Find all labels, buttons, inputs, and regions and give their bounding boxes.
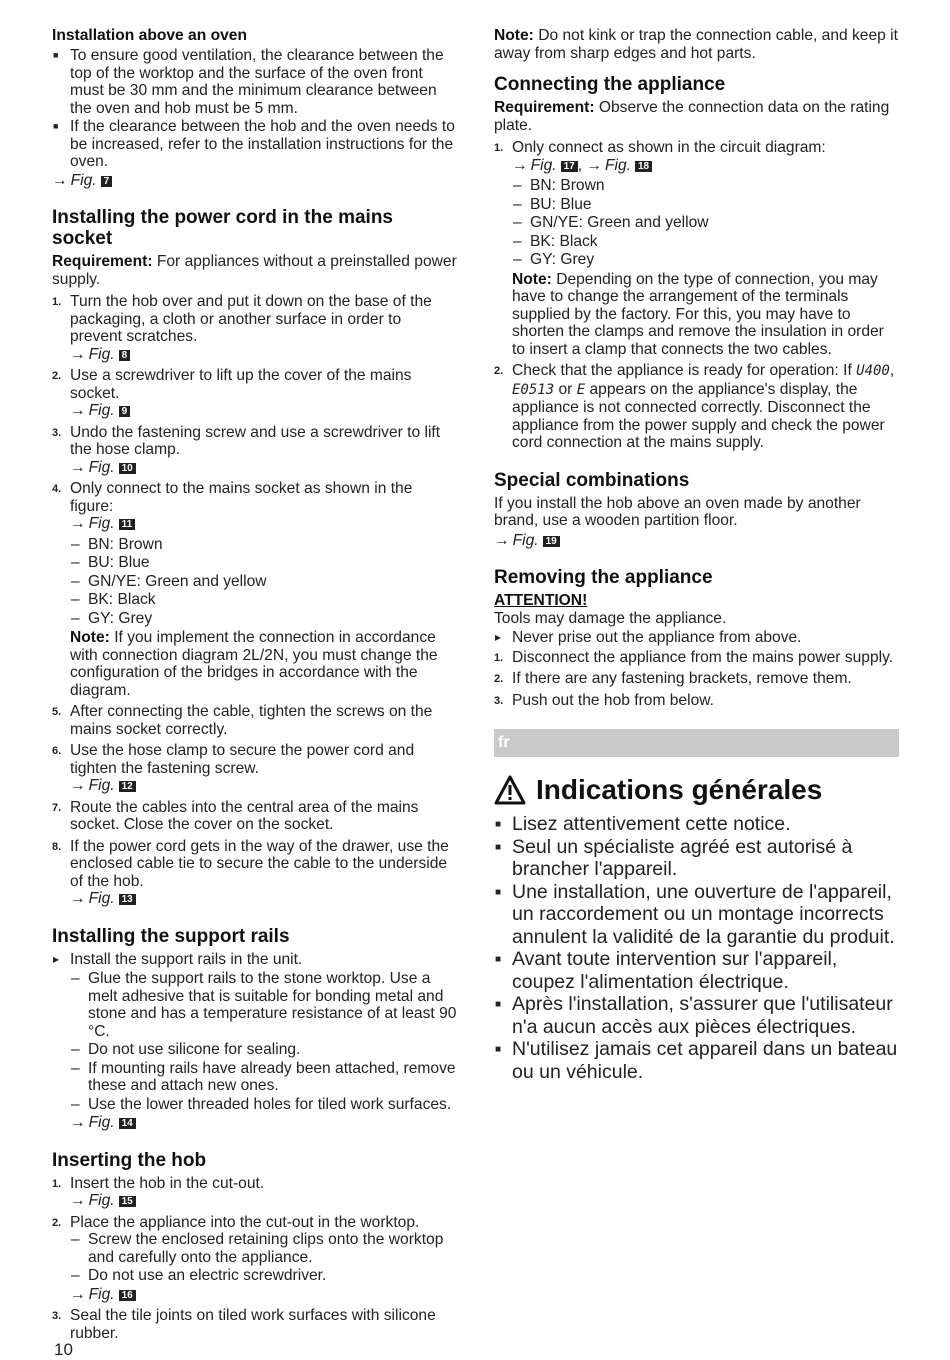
section-title-oven: Installation above an oven <box>52 27 247 44</box>
step-1: 1. Turn the hob over and put it down on the base of the packaging, a cloth or another surface in order to prevent scratches. → Fig. 8 <box>52 293 457 363</box>
fr-bullet: ■ Après l'installation, s'assurer que l'utilisateur n'a aucun accès aux pièces électriques. <box>494 993 899 1038</box>
step-2: 2. Place the appliance into the cut-out in the worktop. – Screw the enclosed retaining clips onto the worktop and carefully onto the appliance. – Do not use an electric screwdriver. → Fig. 16 <box>52 1214 457 1304</box>
section-title-special: Special combinations <box>494 469 690 491</box>
fig-ref: → Fig. 15 <box>70 1192 457 1210</box>
step-7: 7. Route the cables into the central area of the mains socket. Close the cover on the socket. <box>52 798 419 833</box>
requirement: Requirement: For appliances without a preinstalled power supply. <box>52 253 457 288</box>
attention-text: Tools may damage the appliance. <box>494 609 727 627</box>
section-title-removing: Removing the appliance <box>494 567 713 588</box>
note: Note: If you implement the connection in accordance with connection diagram 2L/2N, you must change the configuration of the bridges in accordance with the diagram. <box>70 629 438 699</box>
section-title-power-cord: Installing the power cord in the mains socket <box>52 207 393 249</box>
fig-ref: → Fig. 14 <box>70 1114 457 1132</box>
wire-item: – BK: Black <box>512 233 899 251</box>
action-item: ▸ Install the support rails in the unit. <box>52 951 457 969</box>
wire-item: – GY: Grey <box>70 610 457 628</box>
bullet-oven-2: ■ If the clearance between the hob and the oven needs to be increased, refer to the installation instructions for the oven. <box>52 118 457 171</box>
fr-bullet: ■ Seul un spécialiste agréé est autorisé à brancher l'appareil. <box>494 836 899 881</box>
action-item: ▸ Never prise out the appliance from above. <box>494 629 899 647</box>
wire-item: – GN/YE: Green and yellow <box>70 573 457 591</box>
note: Note: Depending on the type of connection, you may have to change the arrangement of the terminals supplied by the factory. For this, you may have to shorten the clamps and remove the insulation in order to insert a clamp that connects the two cables. <box>512 270 884 358</box>
warning-icon <box>494 775 526 805</box>
step-3: 3. Seal the tile joints on tiled work surfaces with silicone rubber. <box>52 1307 436 1342</box>
fr-bullet: ■ Avant toute intervention sur l'appareil, coupez l'alimentation électrique. <box>494 948 899 993</box>
step-1: 1. Insert the hob in the cut-out. → Fig. 15 <box>52 1175 457 1210</box>
fr-bullet: ■ N'utilisez jamais cet appareil dans un bateau ou un véhicule. <box>494 1038 899 1083</box>
dash-item: – Do not use an electric screwdriver. <box>70 1267 457 1285</box>
page-number: 10 <box>54 1340 73 1359</box>
wire-item: – BK: Black <box>70 591 457 609</box>
wire-item: – BU: Blue <box>512 196 899 214</box>
requirement: Requirement: Observe the connection data on the rating plate. <box>494 99 890 134</box>
right-column <box>494 27 899 1083</box>
step-2: 2. If there are any fastening brackets, remove them. <box>494 670 852 687</box>
left-column <box>52 27 457 1346</box>
dash-item: – Use the lower threaded holes for tiled work surfaces. <box>70 1096 457 1114</box>
fig-ref: → Fig. 17 , → Fig. 18 <box>512 157 899 175</box>
bullet-oven-1: ■ To ensure good ventilation, the clearance between the top of the worktop and the surface of the oven front must be 30 mm and the minimum clearance between the oven and hob must be 5 mm. <box>52 47 457 117</box>
fr-title-text: Indications générales <box>536 774 823 805</box>
dash-item: – Glue the support rails to the stone worktop. Use a melt adhesive that is suitable for bonding metal and stone and has a temperature resistance of at least 90 °C. <box>70 970 457 1040</box>
cable-note: Note: Do not kink or trap the connection cable, and keep it away from sharp edges and hot parts. <box>494 27 898 62</box>
fig-ref: → Fig. 13 <box>70 890 457 908</box>
fig-ref: → Fig. 8 <box>70 346 457 364</box>
step-1: 1. Only connect as shown in the circuit diagram: → Fig. 17 , → Fig. 18 – BN: Brown – BU: Blue – GN/YE: Green and yellow – BK: Black – GY: Grey Note: Depending on the type of connection, you may have to change the arrangement of the terminals supplied by the factory. For this, you may have to shorten the clamps and remove the insulation in order to insert a clamp that connects the two cables. <box>494 139 899 358</box>
display-code: E0513 <box>512 381 555 398</box>
fig-ref: → Fig. 10 <box>70 459 457 477</box>
wire-item: – BU: Blue <box>70 554 457 572</box>
wire-item: – GY: Grey <box>512 251 899 269</box>
dash-item: – Screw the enclosed retaining clips onto the worktop and carefully onto the appliance. <box>70 1231 457 1266</box>
step-8: 8. If the power cord gets in the way of the drawer, use the enclosed cable tie to secure the cable to the underside of the hob. → Fig. 13 <box>52 838 457 908</box>
section-title-connecting: Connecting the appliance <box>494 74 726 95</box>
step-4: 4. Only connect to the mains socket as shown in the figure: → Fig. 11 – BN: Brown – BU: Blue – GN/YE: Green and yellow – BK: Black – GY: Grey Note: If you implement the connection in accordance with connection diagram 2L/2N, you must change the configuration of the bridges in accordance with the diagram. <box>52 480 457 699</box>
section-title-hob: Inserting the hob <box>52 1149 207 1171</box>
fr-bullet: ■ Lisez attentivement cette notice. <box>494 813 899 836</box>
step-6: 6. Use the hose clamp to secure the power cord and tighten the fastening screw. → Fig. 12 <box>52 742 457 795</box>
step-3: 3. Push out the hob from below. <box>494 691 714 709</box>
wire-item: – GN/YE: Green and yellow <box>512 214 899 232</box>
fr-bullet: ■ Une installation, une ouverture de l'appareil, un raccordement ou un montage incorrects annulent la validité de la garantie du produit. <box>494 881 899 949</box>
display-code: E <box>576 381 586 398</box>
step-2: 2. Use a screwdriver to lift up the cover of the mains socket. → Fig. 9 <box>52 367 457 420</box>
language-bar: fr <box>494 729 899 757</box>
fig-ref: → Fig. 11 <box>70 515 457 533</box>
fr-title <box>494 773 899 807</box>
fig-ref: → Fig. 19 <box>494 532 899 550</box>
fig-ref: → Fig. 12 <box>70 777 457 795</box>
fig-ref: → Fig. 7 <box>52 172 457 190</box>
dash-item: – Do not use silicone for sealing. <box>70 1041 457 1059</box>
fig-ref: → Fig. 9 <box>70 402 457 420</box>
step-1: 1. Disconnect the appliance from the mains power supply. <box>494 648 894 666</box>
step-3: 3. Undo the fastening screw and use a screwdriver to lift the hose clamp. → Fig. 10 <box>52 424 457 477</box>
step-5: 5. After connecting the cable, tighten the screws on the mains socket correctly. <box>52 703 433 738</box>
fig-ref: → Fig. 16 <box>70 1286 457 1304</box>
wire-item: – BN: Brown <box>70 536 457 554</box>
display-code: U400 <box>856 363 890 379</box>
attention-label: ATTENTION! <box>494 592 588 609</box>
step-2: 2. Check that the appliance is ready for operation: If U400, E0513 or E appears on the appliance's display, the appliance is not connected correctly. Disconnect the appliance from the power supply and check the power cord connection at the mains supply. <box>494 362 895 451</box>
section-title-rails: Installing the support rails <box>52 925 290 947</box>
special-text: If you install the hob above an oven made by another brand, use a wooden partition floor. <box>494 494 861 529</box>
wire-item: – BN: Brown <box>512 177 899 195</box>
dash-item: – If mounting rails have already been attached, remove these and attach new ones. <box>70 1060 457 1095</box>
rails-dash-list <box>52 970 457 1132</box>
